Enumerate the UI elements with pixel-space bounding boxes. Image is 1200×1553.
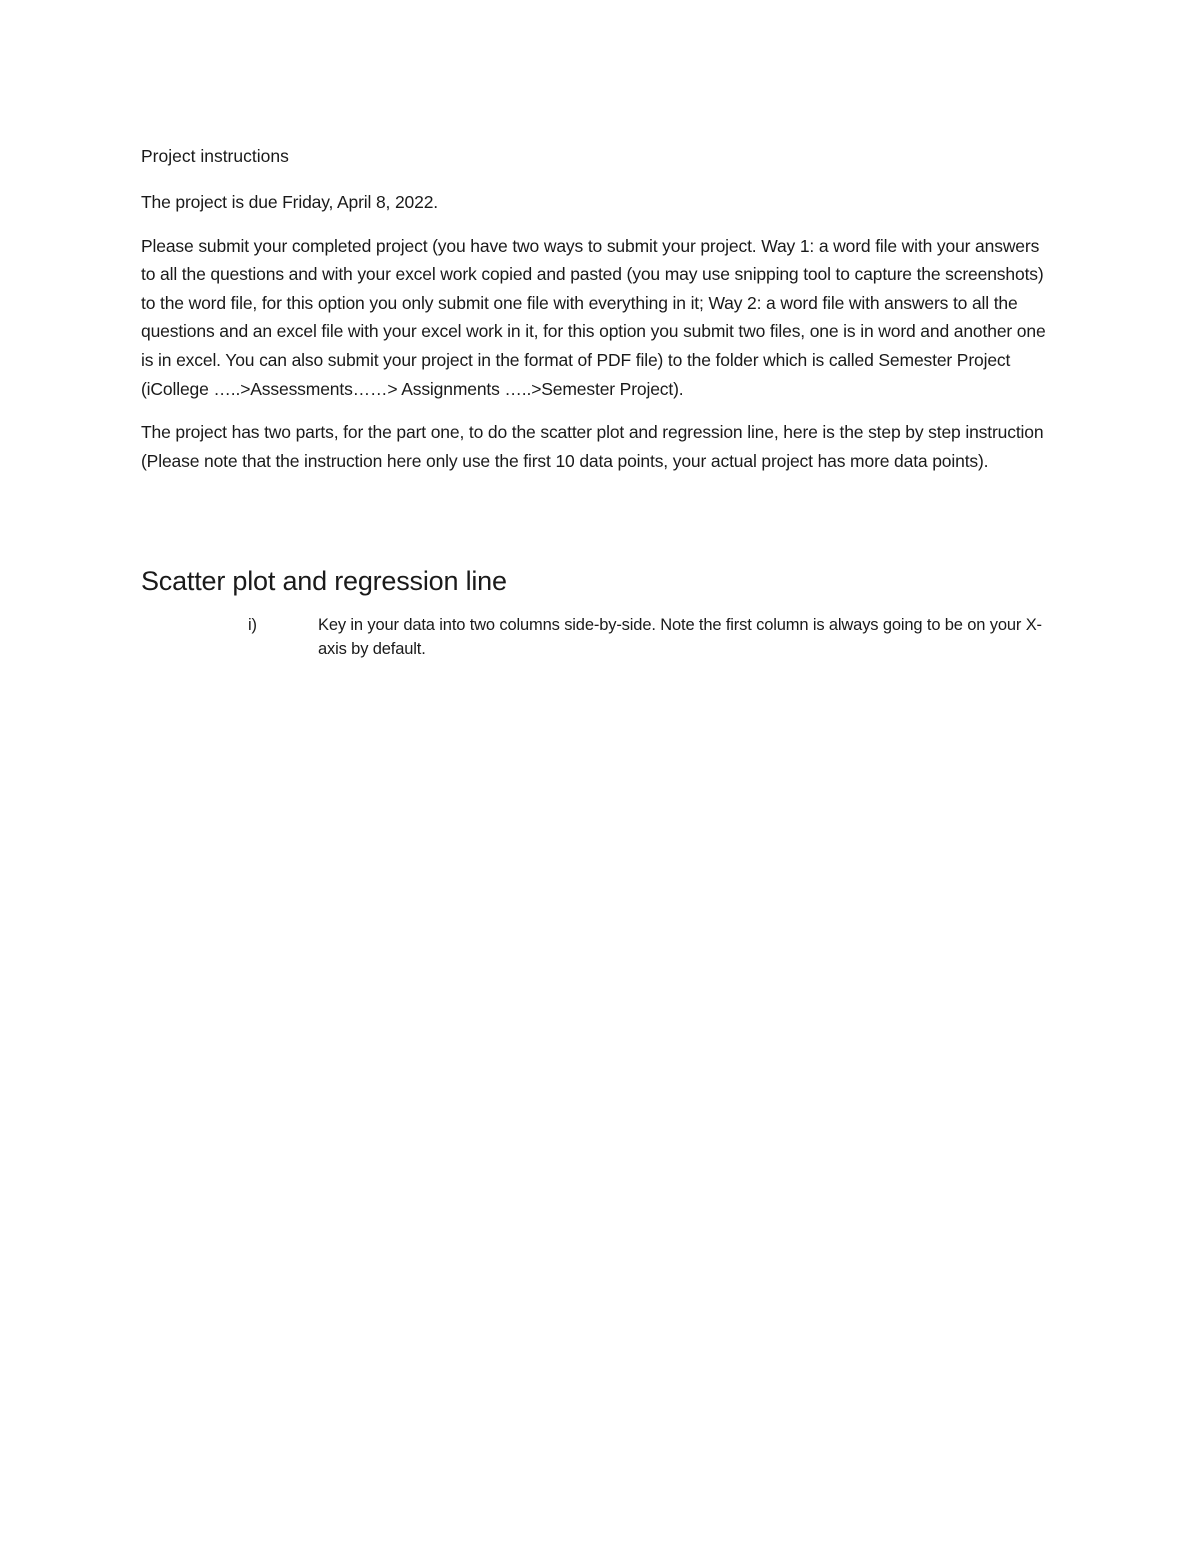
due-date-paragraph: The project is due Friday, April 8, 2022. [141,192,439,212]
submission-instructions-paragraph: Please submit your completed project (you have two ways to submit your project. Way 1: a word file with your answers to all the questions and with your excel work copied and pasted (you may use snipping tool to capture the screenshots) to the word file, for this option you only submit one file with everything in it; Way 2: a word file with answers to all the questions and an excel file with your excel work in it, for this option you submit two files, one is in word and another one is in excel. You can also submit your project in the format of PDF file) to the folder which is called Semester Project (iCollege …..>Assessments……> Assignments …..>Semester Project). [141,235,1046,399]
project-parts-paragraph: The project has two parts, for the part one, to do the scatter plot and regression line, here is the step by step instruction (Please note that the instruction here only use the first 10 data points, your actual project has more data points). [141,422,1044,471]
instruction-list [141,613,1056,661]
list-item [141,613,1056,661]
list-item-text: Key in your data into two columns side-by-side. Note the first column is always going to be on your X-axis by default. [318,616,1042,659]
section-heading: Scatter plot and regression line [141,566,507,597]
document-title: Project instructions [141,146,289,166]
document-body [141,144,1056,661]
list-item-marker: i) [248,616,257,635]
